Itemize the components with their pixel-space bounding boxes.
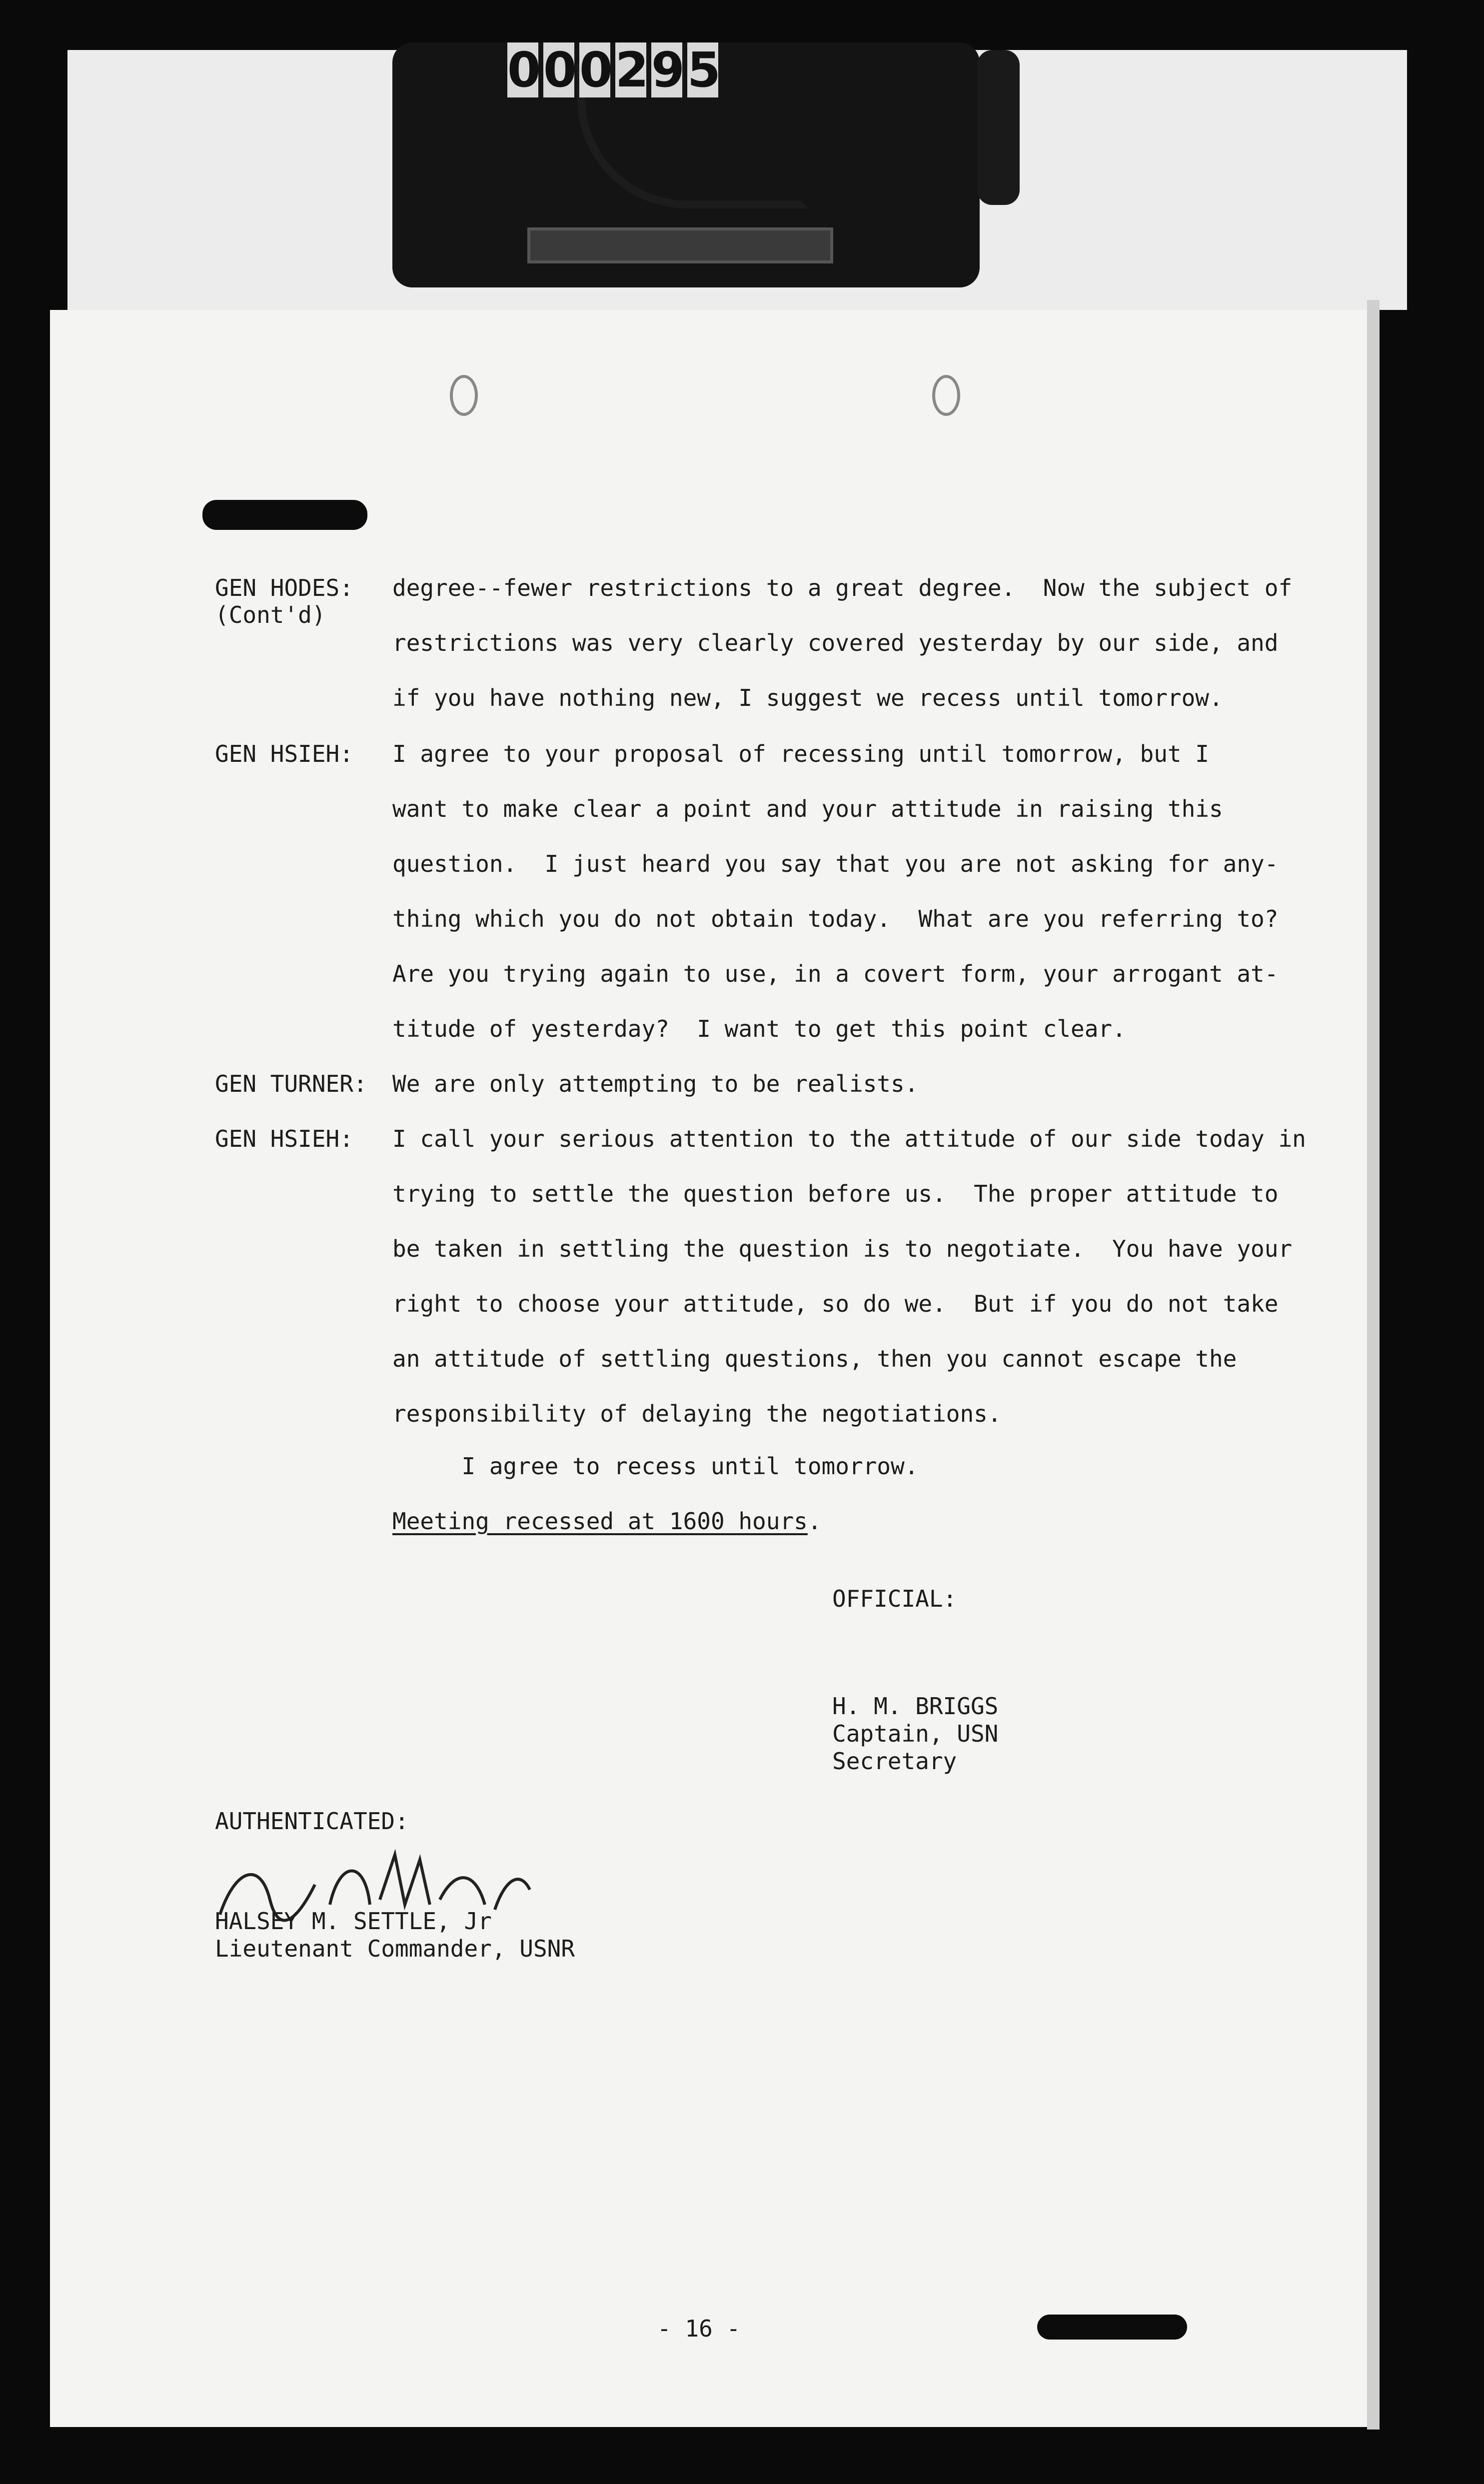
counter-digit: 9: [651, 42, 685, 98]
transcript-line: be taken in settling the question is to negotiate. You have your: [392, 1235, 1293, 1262]
authenticated-name: HALSEY M. SETTLE, Jr: [215, 1908, 492, 1935]
speaker-label: GEN HODES:: [215, 574, 353, 601]
punch-hole: [450, 375, 478, 416]
transcript-line: I agree to your proposal of recessing until tomorrow, but I: [392, 740, 1209, 767]
transcript-line: right to choose your attitude, so do we. But if you do not take: [392, 1290, 1279, 1317]
counter-digit: 5: [687, 42, 721, 98]
counter-knob: [977, 50, 1020, 205]
transcript-line: trying to settle the question before us. The proper attitude to: [392, 1180, 1279, 1207]
redaction-mark-header: [202, 500, 367, 530]
speaker-label: GEN HSIEH:: [215, 740, 353, 767]
counter-nameplate: [527, 227, 833, 263]
official-name: H. M. BRIGGS: [832, 1693, 999, 1720]
transcript-line: I call your serious attention to the attitude of our side today in: [392, 1125, 1306, 1152]
recess-note: [392, 1507, 822, 1535]
counter-digit: 2: [615, 42, 649, 98]
transcript-line: restrictions was very clearly covered yesterday by our side, and: [392, 629, 1279, 656]
authenticated-rank: Lieutenant Commander, USNR: [215, 1935, 575, 1962]
counter-window: [507, 42, 721, 102]
official-role: Secretary: [832, 1748, 957, 1775]
transcript-line: thing which you do not obtain today. What are you referring to?: [392, 905, 1279, 932]
counter-digit: 0: [507, 42, 541, 98]
counter-digit: 0: [543, 42, 577, 98]
closing-statement: I agree to recess until tomorrow.: [392, 1453, 919, 1480]
counter-digit: 0: [579, 42, 613, 98]
punch-hole: [932, 375, 960, 416]
transcript-line: question. I just heard you say that you are not asking for any-: [392, 850, 1279, 877]
speaker-label: GEN HSIEH:: [215, 1125, 353, 1152]
speaker-continued-note: (Cont'd): [215, 601, 326, 628]
page-edge: [1367, 300, 1380, 2430]
recess-note-text: Meeting recessed at 1600 hours: [392, 1508, 808, 1535]
transcript-line: degree--fewer restrictions to a great degree. Now the subject of: [392, 574, 1293, 601]
official-label: OFFICIAL:: [832, 1585, 957, 1612]
page-number: - 16 -: [657, 2315, 741, 2342]
authenticated-label: AUTHENTICATED:: [215, 1808, 409, 1835]
transcript-line: titude of yesterday? I want to get this point clear.: [392, 1015, 1126, 1042]
transcript-line: We are only attempting to be realists.: [392, 1070, 919, 1097]
transcript-line: if you have nothing new, I suggest we recess until tomorrow.: [392, 684, 1223, 711]
transcript-line: want to make clear a point and your attitude in raising this: [392, 795, 1223, 822]
redaction-mark-footer: [1037, 2315, 1187, 2340]
transcript-line: an attitude of settling questions, then you cannot escape the: [392, 1345, 1237, 1372]
transcript-line: Are you trying again to use, in a covert form, your arrogant at-: [392, 960, 1279, 987]
transcript-line: responsibility of delaying the negotiations.: [392, 1400, 1002, 1427]
speaker-label: GEN TURNER:: [215, 1070, 367, 1097]
frame-counter: [392, 42, 980, 287]
recess-note-period: .: [807, 1508, 822, 1535]
official-rank: Captain, USN: [832, 1720, 999, 1747]
